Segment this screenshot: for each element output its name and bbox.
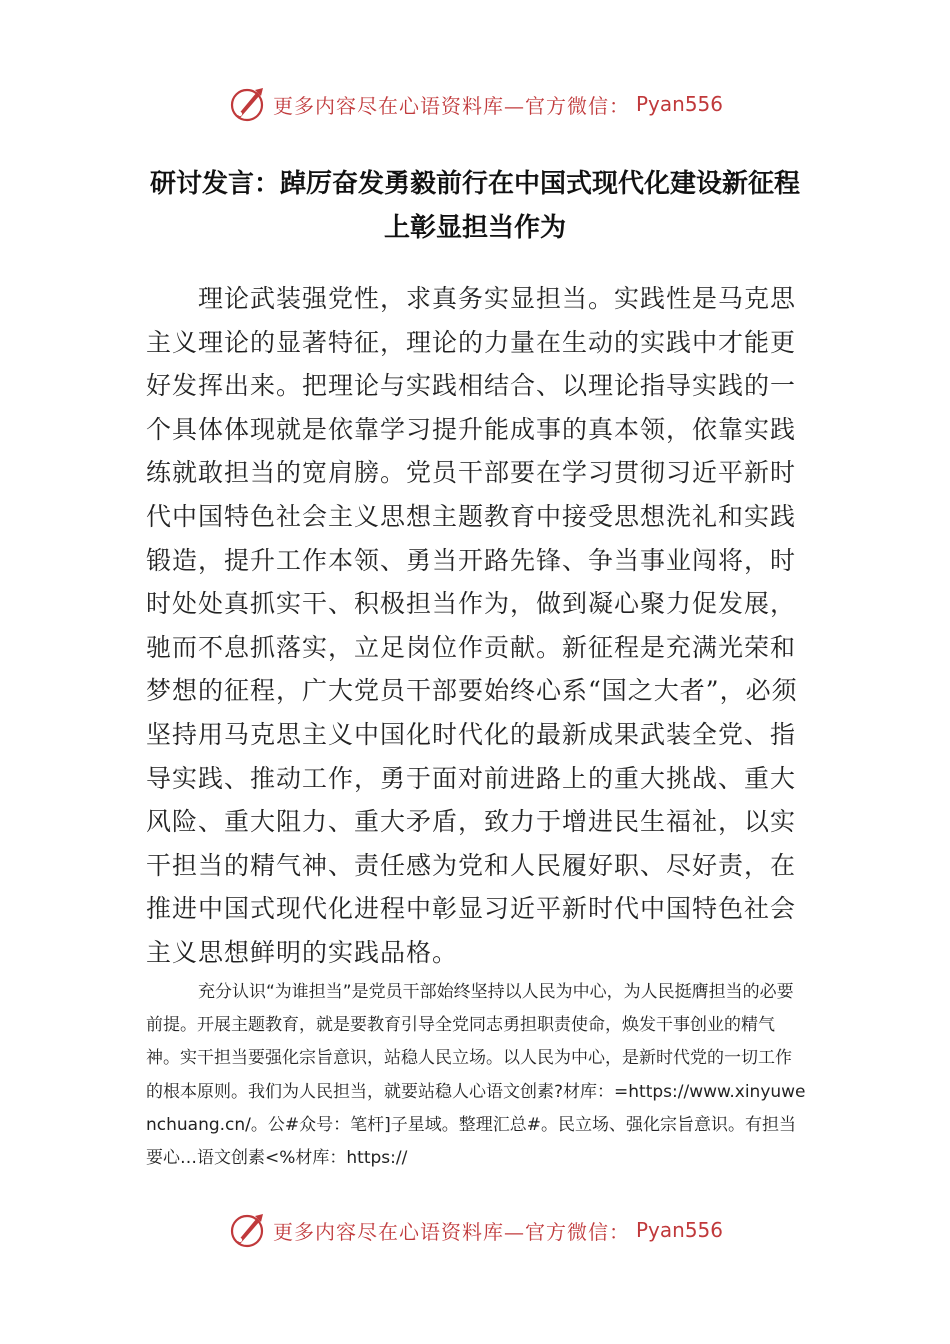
banner-wechat-id: Pyan556 [635,92,723,116]
quill-logo-icon [227,84,267,124]
body-paragraph-1: 理论武装强党性，求真务实显担当。实践性是马克思主义理论的显著特征，理论的力量在生动的实践中才能更好发挥出来。把理论与实践相结合、以理论指导实践的一个具体体现就是依靠学习提升能成事的真本领，依靠实践练就敢担当的宽肩膀。党员干部要在学习贯彻习近平新时代中国特色社会主义思想主题教育中接受思想洗礼和实践锻造，提升工作本领、勇当开路先锋、争当事业闯将，时时处处真抓实干、积极担当作为，做到凝心聚力促发展，驰而不息抓落实，立足岗位作贡献。新征程是充满光荣和梦想的征程，广大党员干部要始终心系“国之大者”，必须坚持用马克思主义中国化时代化的最新成果武装全党、指导实践、推动工作，勇于面对前进路上的重大挑战、重大风险、重大阻力、重大矛盾，致力于增进民生福祉，以实干担当的精气神、责任感为党和人民履好职、尽好责，在推进中国式现代化进程中彰显习近平新时代中国特色社会主义思想鲜明的实践品格。 [146,284,798,967]
banner-text: 更多内容尽在心语资料库—官方微信： [272,1219,630,1244]
footer-banner [0,1206,950,1254]
body-paragraph-2: 充分认识“为谁担当”是党员干部始终坚持以人民为中心，为人民挺膺担当的必要前提。开展主题教育，就是要教育引导全党同志勇担职责使命，焕发干事创业的精气神。实干担当要强化宗旨意识，站稳人民立场。以人民为中心，是新时代党的一切工作的根本原则。我们为人民担当，就要站稳人心语文创素?材库：=https://www.xinyuwenchuang.cn/。公#众号：笔杆]子星域。整理汇总#。民立场、强化宗旨意识。有担当要心…语文创素<%材库：https:// [146,982,806,1169]
header-banner [0,80,950,128]
banner-wechat-id: Pyan556 [635,1218,723,1242]
document-title: 研讨发言：踔厉奋发勇毅前行在中国式现代化建设新征程上彰显担当作为 [149,169,800,243]
banner-text: 更多内容尽在心语资料库—官方微信： [272,93,630,118]
quill-logo-icon [227,1210,267,1250]
